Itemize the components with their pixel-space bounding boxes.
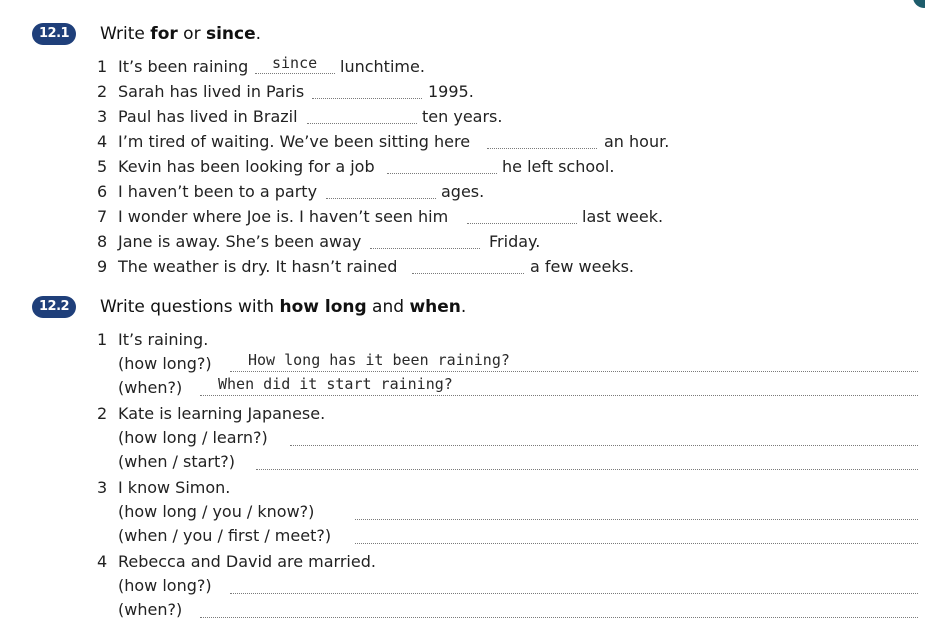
item-number: 4: [97, 552, 108, 571]
exercise-instruction-12-1: Write for or since.: [100, 24, 262, 44]
item-number: 6: [97, 182, 108, 201]
situation-sentence: Kate is learning Japanese.: [118, 404, 326, 423]
sentence-start: I’m tired of waiting. We’ve been sitting here: [118, 132, 471, 151]
exercise-badge-12-2: 12.2: [32, 296, 76, 318]
situation-sentence: I know Simon.: [118, 478, 231, 497]
question-prompt: (when / you / first / meet?): [118, 526, 332, 545]
item-number: 5: [97, 157, 108, 176]
item-number: 1: [97, 330, 108, 349]
item-number: 3: [97, 478, 108, 497]
question-prompt: (when / start?): [118, 452, 236, 471]
answer-blank[interactable]: [467, 223, 577, 224]
answer-blank[interactable]: [412, 273, 524, 274]
question-prompt: (how long / you / know?): [118, 502, 315, 521]
sentence-end: Friday.: [489, 232, 541, 251]
sentence-end: ten years.: [422, 107, 503, 126]
sentence-start: It’s been raining: [118, 57, 249, 76]
answer-blank[interactable]: [387, 173, 497, 174]
item-number: 9: [97, 257, 108, 276]
sentence-end: last week.: [582, 207, 664, 226]
item-number: 1: [97, 57, 108, 76]
sentence-start: I wonder where Joe is. I haven’t seen him: [118, 207, 449, 226]
item-number: 7: [97, 207, 108, 226]
handwritten-answer: since: [272, 54, 318, 72]
exercise-instruction-12-2: Write questions with how long and when.: [100, 297, 467, 317]
sentence-end: a few weeks.: [530, 257, 634, 276]
situation-sentence: Rebecca and David are married.: [118, 552, 376, 571]
item-number: 2: [97, 82, 108, 101]
question-prompt: (when?): [118, 378, 183, 397]
situation-sentence: It’s raining.: [118, 330, 209, 349]
sentence-start: Kevin has been looking for a job: [118, 157, 375, 176]
sentence-start: The weather is dry. It hasn’t rained: [118, 257, 398, 276]
sentence-start: Jane is away. She’s been away: [118, 232, 362, 251]
answer-line[interactable]: [200, 617, 918, 618]
item-number: 8: [97, 232, 108, 251]
answer-line[interactable]: [355, 543, 918, 544]
answer-blank[interactable]: [307, 123, 417, 124]
question-prompt: (how long?): [118, 576, 212, 595]
sentence-end: ages.: [441, 182, 485, 201]
answer-blank[interactable]: [487, 148, 597, 149]
answer-blank[interactable]: [312, 98, 422, 99]
sentence-end: he left school.: [502, 157, 615, 176]
sentence-end: an hour.: [604, 132, 670, 151]
answer-blank[interactable]: [255, 73, 335, 74]
sentence-end: 1995.: [428, 82, 474, 101]
question-prompt: (how long / learn?): [118, 428, 268, 447]
question-prompt: (how long?): [118, 354, 212, 373]
answer-blank[interactable]: [326, 198, 436, 199]
item-number: 2: [97, 404, 108, 423]
answer-line[interactable]: [355, 519, 918, 520]
answer-blank[interactable]: [370, 248, 480, 249]
answer-line[interactable]: [290, 445, 918, 446]
item-number: 3: [97, 107, 108, 126]
answer-line[interactable]: [256, 469, 918, 470]
sentence-start: I haven’t been to a party: [118, 182, 318, 201]
exercise-badge-12-1: 12.1: [32, 23, 76, 45]
answer-line[interactable]: [200, 395, 918, 396]
handwritten-answer: How long has it been raining?: [248, 351, 510, 369]
question-prompt: (when?): [118, 600, 183, 619]
sentence-start: Paul has lived in Brazil: [118, 107, 298, 126]
sentence-start: Sarah has lived in Paris: [118, 82, 305, 101]
page-corner-decoration: [913, 0, 925, 8]
sentence-end: lunchtime.: [340, 57, 425, 76]
answer-line[interactable]: [230, 593, 918, 594]
answer-line[interactable]: [230, 371, 918, 372]
handwritten-answer: When did it start raining?: [218, 375, 453, 393]
item-number: 4: [97, 132, 108, 151]
